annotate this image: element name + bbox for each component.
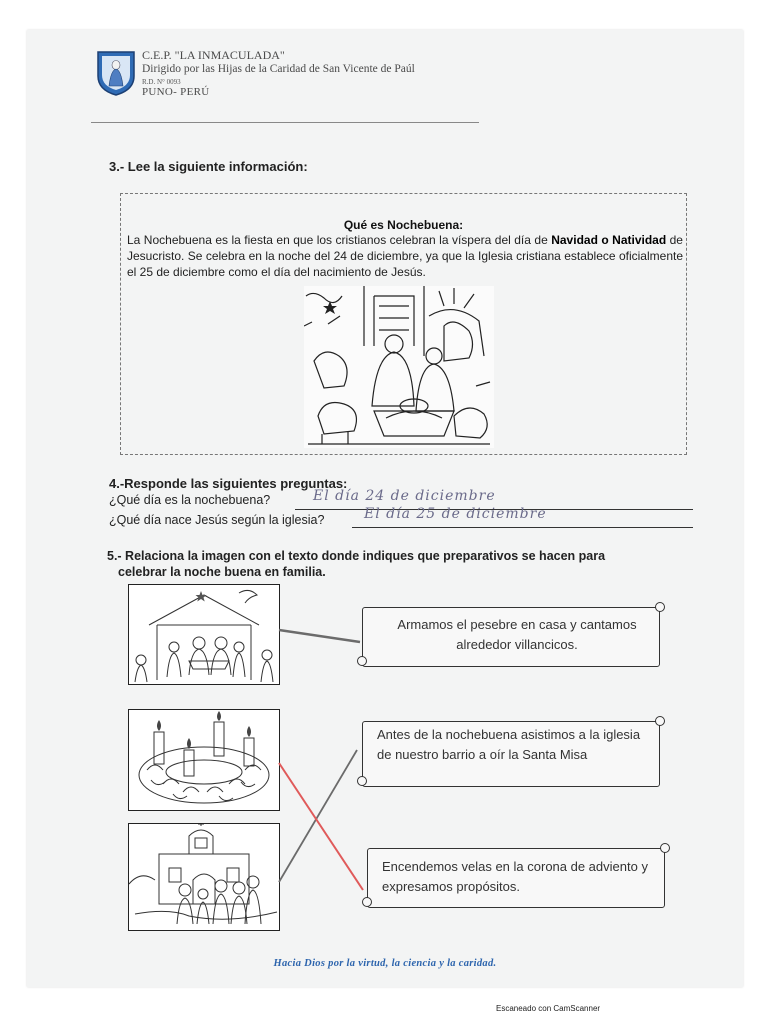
nativity-scene-illustration [304,286,494,448]
section4-title: 4.-Responde las siguientes preguntas: [109,476,348,491]
school-subtitle: Dirigido por las Hijas de la Caridad de San Vicente de Paúl [142,63,415,75]
option-3-text: Encendemos velas en la corona de adviento y expresamos propósitos. [382,859,648,894]
option-box-3 [367,848,665,908]
scroll-curl [362,897,372,907]
option-1-text: Armamos el pesebre en casa y cantamos alrededor villancicos. [397,617,637,652]
info-box [120,193,687,455]
match-line-3 [279,763,363,890]
school-name: C.E.P. "LA INMACULADA" [142,48,285,62]
church-picture [128,823,280,931]
option-box-2 [362,721,660,787]
question-1: ¿Qué día es la nochebuena? [109,493,271,507]
school-city: PUNO- PERÚ [142,86,210,98]
scroll-curl [357,656,367,666]
school-rd-number: R.D. N° 0093 [142,78,181,86]
answer-2: El día 25 de diciembre [364,506,547,522]
worksheet-page [27,30,743,987]
scroll-curl [655,716,665,726]
match-line-1 [279,630,360,642]
option-2-text: Antes de la nochebuena asistimos a la iglesia de nuestro barrio a oír la Santa Misa [377,727,641,762]
nativity-picture [128,584,280,685]
scroll-curl [357,776,367,786]
scroll-curl [655,602,665,612]
answer-1: El día 24 de diciembre [313,488,496,504]
info-paragraph [127,232,683,280]
section3-title: 3.- Lee la siguiente información: [109,159,308,174]
info-text-bold: Navidad o Natividad [551,233,667,247]
question-2: ¿Qué día nace Jesús según la iglesia? [109,513,325,527]
footer-motto: Hacia Dios por la virtud, la ciencia y la caridad. [273,958,497,969]
answer-2-line [352,506,693,528]
match-line-2 [279,750,357,882]
section5-title-line2: celebrar la noche buena en familia. [118,565,326,579]
section5-title-line1: 5.- Relaciona la imagen con el texto donde indiques que preparativos se hacen para [107,549,606,563]
info-heading: Qué es Nochebuena: [343,218,464,232]
school-crest-icon [95,48,137,96]
info-text-part1: La Nochebuena es la fiesta en que los cristianos celebran la víspera del día de [127,233,552,247]
camscanner-watermark: Escaneado con CamScanner [496,1004,601,1013]
scroll-curl [660,843,670,853]
header-divider [91,122,479,123]
advent-wreath-picture [128,709,280,811]
info-text-part2: de Jesucristo. Se celebra en la noche del 24 de diciembre, ya que la Iglesia cristiana establece oficialmente el 25 de diciembre como el día del nacimiento de Jesús. [127,233,683,279]
option-box-1 [362,607,660,667]
